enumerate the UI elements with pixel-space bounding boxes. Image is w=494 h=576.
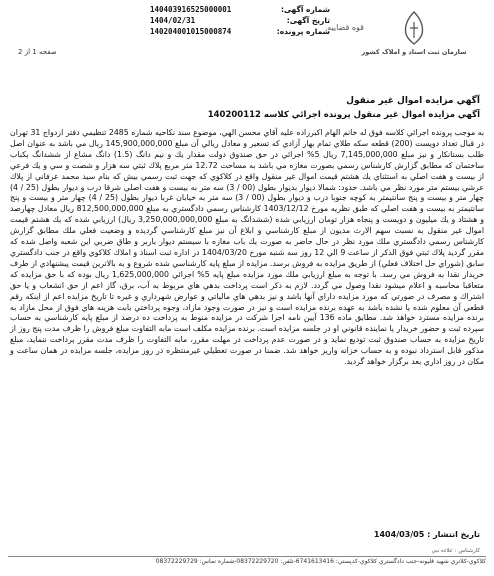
case-number-row [150,26,330,37]
case-number-value: 140204001015000874 [150,27,232,36]
publish-date: تاريخ انتشار : 1404/03/05 [373,530,480,539]
expert-line: كارشناس : علاءه نبي [431,548,480,554]
page-number: صفحه 1 از 2 [18,48,57,56]
emblem-icon [327,8,484,48]
logo-org: سازمان ثبت اسناد و املاک کشور [361,48,467,56]
footer-divider [8,556,486,557]
notice-meta [150,4,330,37]
notice-date-label: تاریخ آگهی: [286,16,330,25]
case-number-label: شماره پرونده: [276,27,330,36]
notice-date-row [150,15,330,26]
page-title: آگهي مزايده اموال غير منقول [346,96,480,106]
notice-number-row [150,4,330,15]
registry-logo [327,8,484,70]
notice-number-value: 140403916525000001 [150,5,232,14]
logo-title: قوه قضاییه [327,23,364,32]
page-subtitle: آگهي مزايده اموال غير منقول پرونده اجرائي كلاسه 140200112 [207,110,480,120]
footer-contact: كلاكوي-كلاتري شهيد قليونه-جنب دادگستري كلاكوي-كدپستي: 6741613416-تلفن: 08372229720-شماره تماس: 08372229729 [155,558,486,565]
notice-date-value: 1404/02/31 [150,16,196,25]
notice-body: به موجب پرونده اجرائي كلاسه فوق له خانم الهام اكبرزاده عليه آقاي محسن الهي، موضوع سند نكاحيه شماره 2485 تنظيمي دفتر ازدواج 31 تهران در قبال تعداد دويست (200) قطعه سكه طلاي تمام بهار آزادي كه تسعير و معادل ريالي آن مبلغ 145,900,000,000 ريال مي باشد به عنوان اصل طلب بستانكار و نيز مبلغ 7,145,000,000 ريال 5% اجرائي در حق صندوق دولت مقدار يك و نيم دانگ (1.5) دانگ مشاع از ششدانگ يكباب ساختمان كه مطابق گزارش كارشناس رسمي بصورت مغازه مي باشد به مساحت 12.72 متر مربع پلاك ثبتي سه هزار و شصت و سي و يك فرعي از بيست و هفت اصلي به استثناي يك هشتم قيمت اموال غير منقول واقع در كلاكوي كه جهت ثبت رسمي بيش كه بنام سيد محمد عرفاني از پلاك عرشي بيستم متر مورد نظر مي باشد. حدود: شمالا ديوار بديوار بطول (00 / 3) سه متر به بيست و هفت اصلي شرقا درب و ديوار بطول (25 / 4) چهار متر و بيست و پنج سانتيمتر به كوچه جنوبا درب و ديوار بطول (00 / 3) سه متر به خيابان غربا ديوار بطول (25 / 4) چهار متر و بيست و پنج سانتيمتر به بيست و هفت اصلي كه طبق نظريه مورخ 1403/12/12 كارشناس رسمي دادگستري به مبلغ 812,500,000,000 ريال معادل چهارصد و هشتاد و يك ميليون و دويست و پنجاه هزار تومان ارزيابي شده (ششدانگ به مبلغ 3,250,000,000,000 ريال) ارزيابي شده كه يك هشتم قيمت اموال غير منقول به نسبت سهم الارث مديون از مبلغ كارشناسي و ابلاغ آن نيز مبلغ كارشناسي گرديده و وضعيت فعلي ملك مطابق گزارش كارشناس رسمي دادگستري ملك مورد نظر در حال حاضر به صورت يك باب مغازه با سيستم ديوار باربر و طاق ضربي اين شعبه واصل شده كه مقرر گرديد پلاك ثبتي فوق الذكر از ساعت 9 الي 12 روز سه شنبه مورخ 1404/03/20 در اداره ثبت اسناد و املاك كلاكوي واقع در جنب دادگستري سابق (شوراي حل اختلاف فعلي) از طريق مزايده به فروش برسد. مزايده از مبلغ پايه كارشناسي شده شروع و به بالاترين قيمت پيشنهادي از طرف خريدار نقدا به فروش مي رسد. با توجه به مبلغ ارزيابي ملك مورد مزايده مبلغ پايه 5% اجرائي 1,625,000,000 ريال بوده كه با حق مزايده كه متعاقبا محاسبه و اعلام ميشود نقدا وصول مي گردد. لازم به ذكر است پرداخت بدهي هاي مربوط به آب، برق، گاز اعم از حق انشعاب و يا حق اشتراك و مصرف در صورتي كه مورد مزايده داراي آنها باشد و نيز بدهي هاي مالياتي و عوارض شهرداري و غيره تا تاريخ مزايده اعم از اينكه رقم قطعي آن معلوم شده يا نشده باشد به عهده برنده مزايده است و نيز در صورت وجود مازاد، وجوه پرداختي بابت هزينه هاي فوق از محل مازاد به برنده مزايده مسترد خواهد شد. مطابق ماده 136 آيين نامه اجرا شركت در مزايده منوط به پرداخت ده درصد از مبلغ پايه كارشناسي به حساب سپرده ثبت و حضور خريدار يا نماينده قانوني او در جلسه مزايده است. برنده مزايده مكلف است مابه التفاوت مبلغ فروش را ظرف مدت پنج روز از تاريخ مزايده به حساب صندوق ثبت توديع نمايد و در صورت عدم پرداخت در مهلت مقرر، مابه التفاوت را ظرف مدت مقرر پرداخت ننمايد، مبلغ مذكور قابل استرداد نبوده و به حساب خزانه واريز خواهد شد. ضمنا در صورت تعطيلي غيرمنتظره در روز مزايده، جلسه مزايده در همان ساعت و مكان در روز اداري بعد برگزار خواهد گرديد. [10,128,485,367]
notice-number-label: شماره آگهی: [280,5,330,14]
